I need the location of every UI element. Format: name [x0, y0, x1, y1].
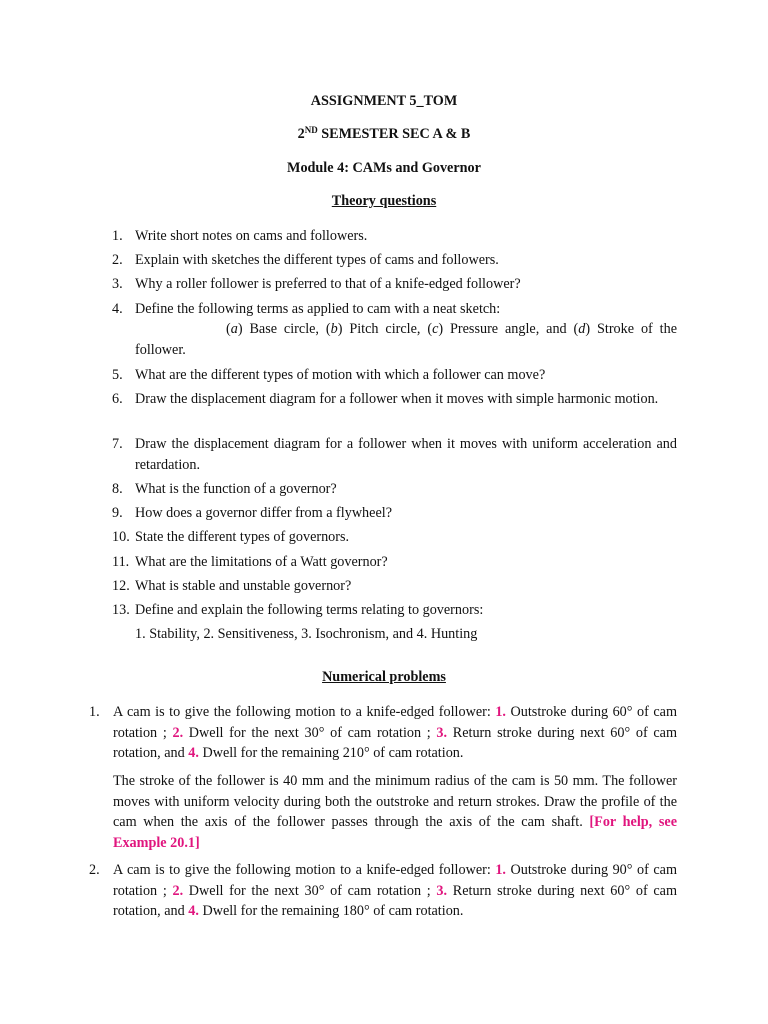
numerical-heading: Numerical problems: [322, 669, 446, 685]
semester-line: [0, 126, 768, 143]
semester-superscript: ND: [304, 125, 318, 135]
semester-text: SEMESTER SEC A & B: [317, 126, 471, 142]
help-reference: [For help, see Example 20.1]: [113, 814, 677, 851]
assignment-title: ASSIGNMENT 5_TOM: [310, 93, 458, 109]
theory-heading: Theory questions: [331, 193, 437, 209]
module-title: Module 4: CAMs and Governor: [287, 160, 481, 176]
semester-number: 2: [297, 126, 305, 142]
